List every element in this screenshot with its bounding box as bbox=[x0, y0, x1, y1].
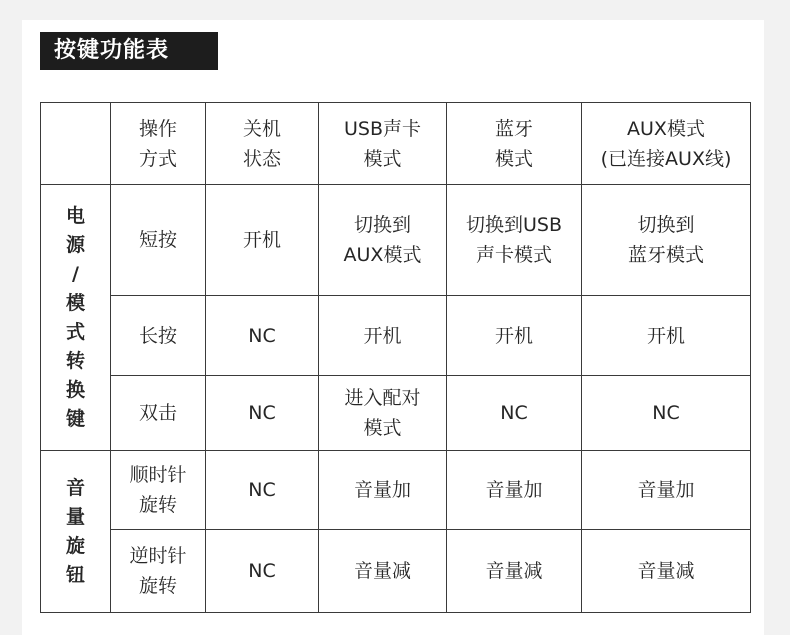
cell-power-off: 开机 bbox=[206, 185, 319, 296]
cell-bluetooth-mode: 音量减 bbox=[447, 530, 582, 613]
header-bluetooth-mode: 蓝牙 模式 bbox=[447, 103, 582, 185]
header-usb-mode: USB声卡 模式 bbox=[319, 103, 447, 185]
cell-aux-mode: NC bbox=[582, 376, 751, 451]
table-header-row bbox=[41, 103, 751, 185]
group-volume-knob: 音 量 旋 钮 bbox=[41, 451, 111, 613]
cell-aux-mode: 开机 bbox=[582, 296, 751, 376]
cell-operation: 长按 bbox=[111, 296, 206, 376]
cell-usb-mode: 进入配对 模式 bbox=[319, 376, 447, 451]
cell-bluetooth-mode: 开机 bbox=[447, 296, 582, 376]
header-operation: 操作 方式 bbox=[111, 103, 206, 185]
header-power-off: 关机 状态 bbox=[206, 103, 319, 185]
cell-usb-mode: 开机 bbox=[319, 296, 447, 376]
table-row bbox=[41, 296, 751, 376]
cell-bluetooth-mode: 音量加 bbox=[447, 451, 582, 530]
cell-aux-mode: 音量加 bbox=[582, 451, 751, 530]
table-row bbox=[41, 451, 751, 530]
cell-aux-mode: 切换到 蓝牙模式 bbox=[582, 185, 751, 296]
group-power-mode-key: 电 源 / 模 式 转 换 键 bbox=[41, 185, 111, 451]
table-row bbox=[41, 376, 751, 451]
cell-power-off: NC bbox=[206, 451, 319, 530]
cell-operation: 顺时针 旋转 bbox=[111, 451, 206, 530]
cell-aux-mode: 音量减 bbox=[582, 530, 751, 613]
table-row bbox=[41, 185, 751, 296]
function-table bbox=[40, 102, 751, 613]
cell-usb-mode: 音量加 bbox=[319, 451, 447, 530]
page-title: 按键功能表 bbox=[40, 32, 218, 70]
cell-bluetooth-mode: 切换到USB 声卡模式 bbox=[447, 185, 582, 296]
cell-usb-mode: 切换到 AUX模式 bbox=[319, 185, 447, 296]
cell-operation: 双击 bbox=[111, 376, 206, 451]
cell-power-off: NC bbox=[206, 296, 319, 376]
cell-power-off: NC bbox=[206, 376, 319, 451]
corner-cell bbox=[41, 103, 111, 185]
table-row bbox=[41, 530, 751, 613]
cell-usb-mode: 音量减 bbox=[319, 530, 447, 613]
cell-power-off: NC bbox=[206, 530, 319, 613]
cell-bluetooth-mode: NC bbox=[447, 376, 582, 451]
cell-operation: 短按 bbox=[111, 185, 206, 296]
header-aux-mode: AUX模式 (已连接AUX线) bbox=[582, 103, 751, 185]
cell-operation: 逆时针 旋转 bbox=[111, 530, 206, 613]
